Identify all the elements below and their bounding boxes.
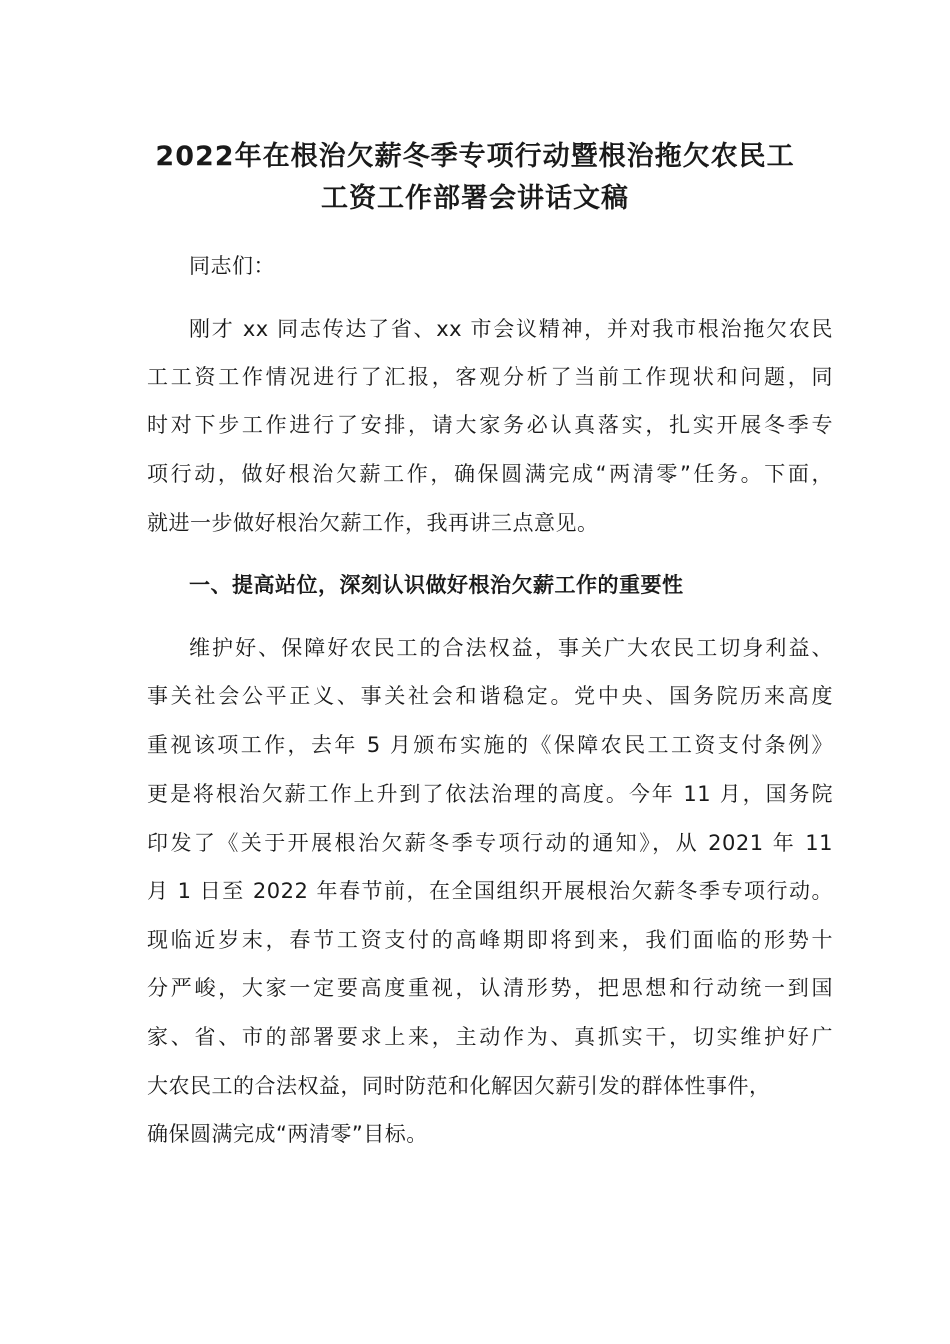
paragraph-2-line: 更是将根治欠薪工作上升到了依法治理的高度。今年 11 月，国务院 <box>147 782 833 806</box>
paragraph-2-line: 大农民工的合法权益，同时防范和化解因欠薪引发的群体性事件， <box>147 1074 771 1098</box>
paragraph-2-line: 分严峻，大家一定要高度重视，认清形势，把思想和行动统一到国 <box>147 976 833 1000</box>
document-title-line-2: 工资工作部署会讲话文稿 <box>321 183 629 214</box>
salutation: 同志们： <box>189 254 275 278</box>
paragraph-1-line: 时对下步工作进行了安排，请大家务必认真落实，扎实开展冬季专 <box>147 413 833 437</box>
paragraph-2-line: 重视该项工作，去年 5 月颁布实施的《保障农民工工资支付条例》 <box>147 733 833 757</box>
paragraph-2-line: 家、省、市的部署要求上来，主动作为、真抓实干，切实维护好广 <box>147 1025 833 1049</box>
paragraph-2-line: 维护好、保障好农民工的合法权益，事关广大农民工切身利益、 <box>189 636 833 660</box>
document-title-line-1: 2022年在根治欠薪冬季专项行动暨根治拖欠农民工 <box>155 141 795 172</box>
section-1-heading: 一、提高站位，深刻认识做好根治欠薪工作的重要性 <box>189 573 684 597</box>
paragraph-2-line: 月 1 日至 2022 年春节前，在全国组织开展根治欠薪冬季专项行动。 <box>147 879 833 903</box>
paragraph-1-line: 项行动，做好根治欠薪工作，确保圆满完成“两清零”任务。下面， <box>147 462 833 486</box>
paragraph-2-line: 事关社会公平正义、事关社会和谐稳定。党中央、国务院历来高度 <box>147 684 833 708</box>
paragraph-1-line: 工工资工作情况进行了汇报，客观分析了当前工作现状和问题，同 <box>147 365 833 389</box>
paragraph-1-line: 刚才 xx 同志传达了省、xx 市会议精神，并对我市根治拖欠农民 <box>189 317 833 341</box>
paragraph-2-line: 现临近岁末，春节工资支付的高峰期即将到来，我们面临的形势十 <box>147 928 833 952</box>
paragraph-2-line: 确保圆满完成“两清零”目标。 <box>147 1122 428 1146</box>
paragraph-2-line: 印发了《关于开展根治欠薪冬季专项行动的通知》，从 2021 年 11 <box>147 831 833 855</box>
paragraph-1-line: 就进一步做好根治欠薪工作，我再讲三点意见。 <box>147 511 599 535</box>
